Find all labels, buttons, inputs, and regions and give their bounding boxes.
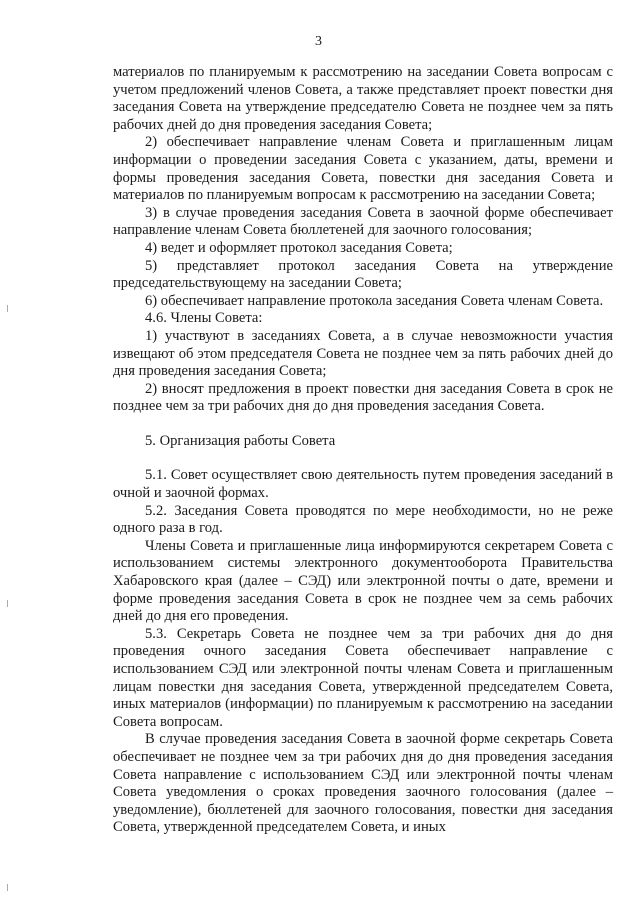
clause-5-2-notification: Члены Совета и приглашенные лица информируются секретарем Совета с использованием системы электронного документооборота Правительства Хабаровского края (далее – СЭД) или электронной почты о дате, времени и форме проведения заседания Совета в срок не позднее чем за семь рабочих дней до дня его проведения. [113,537,613,625]
document-body [113,64,613,837]
list-item-4: 4) ведет и оформляет протокол заседания Совета; [145,239,453,256]
clause-5-1: 5.1. Совет осуществляет свою деятельность путем проведения заседаний в очной и заочной формах. [113,467,613,502]
list-item-6: 6) обеспечивает направление протокола заседания Совета членам Совета. [145,292,604,309]
list-item-2: 2) обеспечивает направление членам Совета и приглашенным лицам информации о проведении заседания Совета с указанием, даты, времени и формы проведения заседания Совета, повестки дня заседания Совета и материалов по планируемым вопросам к рассмотрению на заседании Совета; [113,134,613,204]
clause-4-6-heading: 4.6. Члены Совета: [145,310,263,327]
paragraph-continuation: материалов по планируемым к рассмотрению на заседании Совета вопросам с учетом предложений членов Совета, а также представляет проект повестки дня заседания Совета на утверждение председателю Совета не позднее чем за пять рабочих дней до дня проведения заседания Совета; [113,64,613,133]
scan-margin-mark [7,305,10,312]
list-item-3: 3) в случае проведения заседания Совета в заочной форме обеспечивает направление членам Совета бюллетеней для заочного голосования; [113,204,613,239]
list-item-5: 5) представляет протокол заседания Совета на утверждение председательствующему на заседании Совета; [113,257,613,292]
page-number: 3 [315,34,322,49]
clause-4-6-item-2: 2) вносят предложения в проект повестки дня заседания Совета в срок не позднее чем за три рабочих дня до дня проведения заседания Совета. [113,380,613,415]
clause-5-2: 5.2. Заседания Совета проводятся по мере необходимости, но не реже одного раза в год. [113,502,613,537]
clause-5-3: 5.3. Секретарь Совета не позднее чем за три рабочих дня до дня проведения очного заседания Совета обеспечивает направление с использованием СЭД или электронной почты членам Совета и приглашенным лицам повестки дня заседания Совета, утвержденной председателем Совета, иных материалов (информации) по планируемым к рассмотрению на заседании Совета вопросам. [113,625,613,730]
scan-margin-mark [7,884,10,891]
scan-margin-mark [7,600,10,607]
clause-5-3-absentee: В случае проведения заседания Совета в заочной форме секретарь Совета обеспечивает не позднее чем за три рабочих дня до дня проведения заседания Совета направление с использованием СЭД или электронной почты членам Совета уведомления о сроках проведения заочного голосования (далее – уведомление), бюллетеней для заочного голосования, повестки дня заседания Совета, утвержденной председателем Совета, и иных [113,731,613,836]
section-5-heading: 5. Организация работы Совета [145,432,336,449]
clause-4-6-item-1: 1) участвуют в заседаниях Совета, а в случае невозможности участия извещают об этом председателя Совета не позднее чем за пять рабочих дней до дня проведения заседания Совета; [113,327,613,380]
